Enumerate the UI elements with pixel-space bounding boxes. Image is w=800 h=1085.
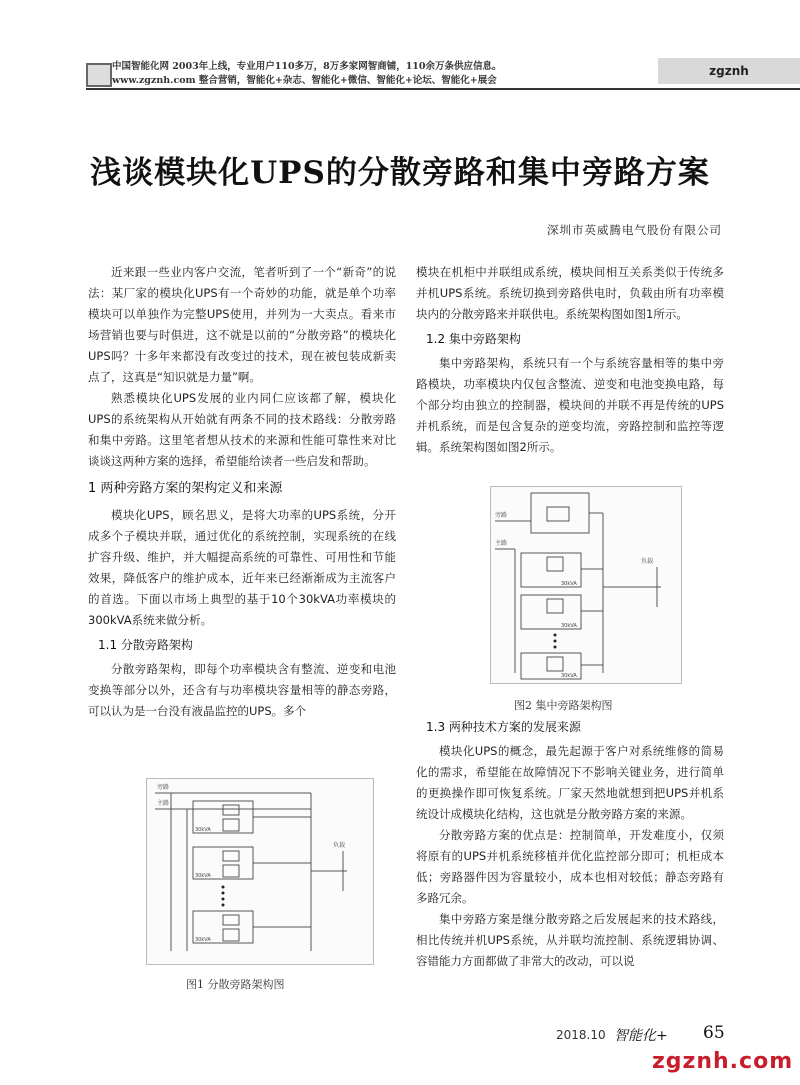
- fig2-load-label: 负载: [641, 558, 654, 565]
- fig2-main-label: 主路: [495, 540, 508, 547]
- paragraph: 集中旁路方案是继分散旁路之后发展起来的技术路线，相比传统并机UPS系统，从并联均流控制、系统逻辑协调、容错能力方面都做了非常大的改动，可以说: [416, 912, 724, 968]
- subsection-heading: 1.2 集中旁路架构: [426, 332, 521, 346]
- magazine-name: 智能化+: [614, 1028, 668, 1044]
- subsection-heading: 1.3 两种技术方案的发展来源: [426, 720, 581, 734]
- right-column-lower: [416, 717, 724, 972]
- fig1-module-rating: 30kVA: [195, 937, 211, 943]
- fig1-main-label: 主路: [157, 800, 170, 807]
- subsection-heading: 1.1 分散旁路架构: [98, 638, 193, 652]
- article-title: 浅谈模块化UPS的分散旁路和集中旁路方案: [90, 155, 710, 191]
- paragraph: 近来跟一些业内客户交流，笔者听到了一个“新奇”的说法：某厂家的模块化UPS有一个奇妙的功能，就是单个功率模块可以单独作为完整UPS使用，并列为一大卖点。看来市场营销也要与时俱进，这不就是以前的“分散旁路”的模块化UPS吗？十多年来都没有改变过的技术，现在被包装成新卖点了，这真是“知识就是力量”啊。: [88, 265, 396, 384]
- fig2-module-rating: 30kVA: [561, 581, 577, 587]
- site-logo-icon: [86, 63, 112, 87]
- figure-2-caption: 图2 集中旁路架构图: [514, 699, 613, 712]
- paragraph: 模块在机柜中并联组成系统，模块间相互关系类似于传统多并机UPS系统。系统切换到旁路供电时，负载由所有功率模块内的分散旁路来并联供电。系统架构图如图1所示。: [416, 265, 724, 321]
- figure-2-diagram: [490, 486, 682, 684]
- paragraph: 分散旁路架构，即每个功率模块含有整流、逆变和电池变换等部分以外，还含有与功率模块容量相等的静态旁路，可以认为是一台没有液晶监控的UPS。多个: [88, 662, 396, 718]
- fig1-module-rating: 30kVA: [195, 873, 211, 879]
- header-tagline: 中国智能化网 2003年上线，专业用户110多万，8万多家网智商铺，110余万条供应信息。: [112, 61, 502, 72]
- fig2-module-rating: 30kVA: [561, 673, 577, 679]
- fig1-module-rating: 30kVA: [195, 827, 211, 833]
- paragraph: 熟悉模块化UPS发展的业内同仁应该都了解，模块化UPS的系统架构从开始就有两条不同的技术路线：分散旁路和集中旁路。这里笔者想从技术的来源和性能可靠性来对比谈谈这两种方案的选择，希望能给读者一些启发和帮助。: [88, 391, 396, 468]
- issue-date: 2018.10: [556, 1028, 606, 1042]
- header-divider: [86, 88, 800, 90]
- figure-1-svg: [147, 779, 373, 964]
- fig1-load-label: 负载: [333, 842, 346, 849]
- paragraph: 模块化UPS的概念，最先起源于客户对系统维修的简易化的需求，希望能在故障情况下不影响关键业务，进行简单的更换操作即可恢复系统。厂家天然地就想到把UPS并机系统设计成模块化结构，这也就是分散旁路方案的来源。: [416, 744, 724, 821]
- header-brand: zgznh: [709, 64, 749, 78]
- paragraph: 分散旁路方案的优点是：控制简单，开发难度小，仅须将原有的UPS并机系统移植并优化监控部分即可；机柜成本低；旁路器件因为容量较小，成本也相对较低；静态旁路有多路冗余。: [416, 828, 724, 905]
- article-author: 深圳市英威腾电气股份有限公司: [547, 223, 722, 237]
- figure-1-diagram: [146, 778, 374, 965]
- figure-2-svg: [491, 487, 681, 683]
- header-brand-box: [658, 58, 800, 84]
- left-column: [88, 262, 396, 722]
- page-number: 65: [703, 1023, 725, 1043]
- right-column: [416, 262, 724, 458]
- figure-1-caption: 图1 分散旁路架构图: [186, 978, 285, 991]
- fig2-module-rating: 30kVA: [561, 623, 577, 629]
- paragraph: 集中旁路架构，系统只有一个与系统容量相等的集中旁路模块，功率模块内仅包含整流、逆变和电池变换电路，每个部分均由独立的控制器，模块间的并联不再是传统的UPS并机系统，而是包含复杂的逆变均流，旁路控制和监控等逻辑。系统架构图如图2所示。: [416, 356, 724, 454]
- fig2-bypass-label: 旁路: [495, 512, 508, 519]
- section-heading: 1 两种旁路方案的架构定义和来源: [88, 481, 283, 496]
- watermark: zgznh.com: [652, 1049, 794, 1074]
- header-slogan: www.zgznh.com 整合营销，智能化+杂志、智能化+微信、智能化+论坛、智能化+展会: [112, 75, 497, 86]
- fig1-bypass-label: 旁路: [157, 784, 170, 791]
- paragraph: 模块化UPS，顾名思义，是将大功率的UPS系统，分开成多个子模块并联，通过优化的系统控制，实现系统的在线扩容升级、维护，并大幅提高系统的可靠性、可用性和节能效果，降低客户的维护成本，近年来已经渐渐成为主流客户的首选。下面以市场上典型的基于10个30kVA功率模块的300kVA系统来做分析。: [88, 508, 396, 627]
